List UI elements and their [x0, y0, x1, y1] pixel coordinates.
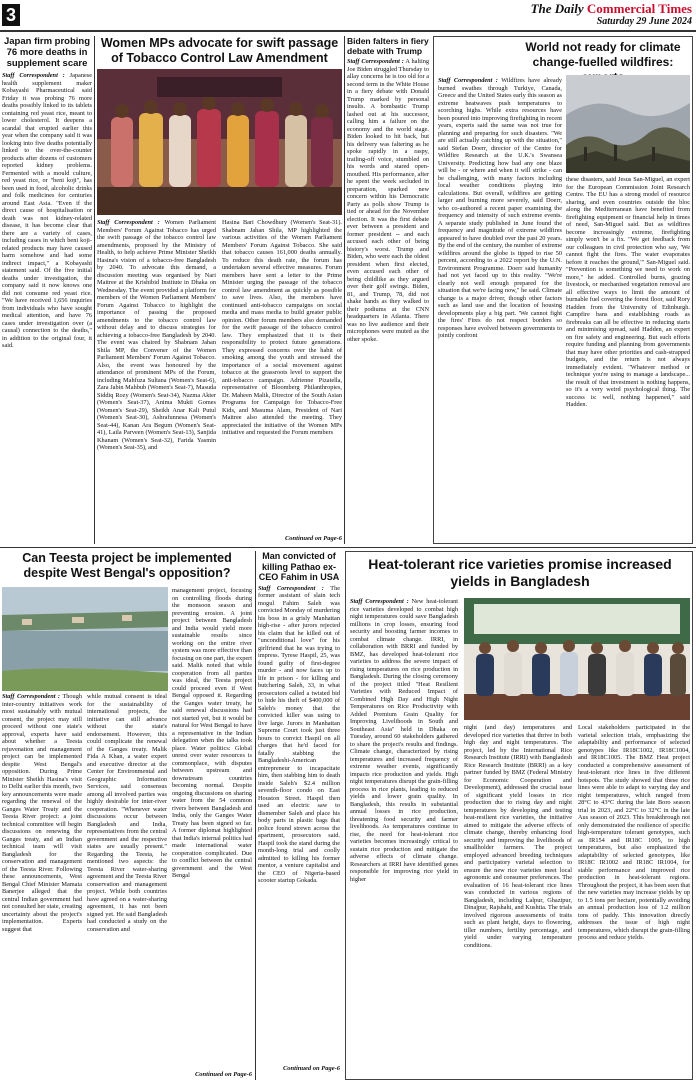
pathao-headline: Man convicted of killing Pathao ex-CEO Fahim in USA: [258, 551, 340, 582]
pathao-text: The former assistant of slain tech mogul Fahim Saleh was convicted Monday of murdering his boss in a grisly Manhattan high-rise - after jurors rejected his claim that he killed out of "unconditional love" for his girlfriend that he was trying to impress. Tyrese Haspil, 25, was found guilty of first-degree murder - and now faces up to life in prison - for killing and butchering Saleh, 33, in what prosecutors called a twisted bid to hide his theft of $400,000 of Saleh's money that the convicted killer was using to live large. Jurors in Manhattan Supreme Court took just three hours to convict Haspil on all charges that he'd faced for fatally stabbing the Bangladeshi-American entrepreneur to incapacitate him, then stabbing him to death inside Saleh's $2.4 million seventh-floor condo on East Houston Street. Haspil then used an electric saw to dismember Saleh and place his body parts in plastic bags that police found strewn across the apartment, prosecutors said. Haspil took the stand during the month-long trial and coolly admitted to killing his former mentor, a venture capitalist and the CEO of Nigeria-based scooter startup Gokada.: [258, 584, 340, 884]
teesta-continued: Continued on Page-6: [194, 1071, 252, 1078]
rice-col3: [578, 724, 690, 1078]
page-number: 3: [2, 4, 20, 26]
rice-col1: [350, 598, 458, 1078]
wildfires-article: [433, 36, 693, 544]
wildfires-col2-text: these disasters, said Jesus San-Miguel, an expert for the European Commission Joint Research Centre. The EU has a strong model of resource sharing, and even countries outside the bloc along the Mediterranean have benefited from firefighting equipment or financial help in times of need, San-Miguel said. But as wildfires become increasingly extreme, firefighting simply won't be a fix. "We get feedback from our colleagues in civil protection who say, 'We cannot fight the fires. The water evaporates before it reaches the ground,'" San-Miguel said. "Prevention is something we need to work on more," he added. Controlled burns, grazing livestock, or mechanised vegetation removal are all effective ways to limit the amount of burnable fuel covering the forest floor, said Rory Hadden from the University of Edinburgh. Campfire bans and establishing roads as firebreaks can all be effective in reducing starts and minimising spread, said Hadden, an expert on fire safety and engineering. But such efforts require funding and planning from governments that may have other priorities and cash-strapped budgets, and the return is not always immediately evident. "Whatever method or technique you're using to manage a landscape... the result of that investment is nothing happens, so it's a very weird psychological thing. The success is: well, nothing happened," said Hadden.: [566, 176, 690, 408]
japan-headline: Japan firm probing 76 more deaths in supplement scare: [3, 36, 91, 69]
pathao-body: [258, 585, 340, 1063]
wildfires-photo-image: [566, 75, 690, 173]
women-mps-correspondent: Staff Correspondent :: [97, 219, 160, 226]
rice-correspondent: Staff Correspondent :: [350, 598, 409, 605]
wildfires-photo: [566, 75, 690, 173]
japan-body: [2, 72, 92, 512]
women-mps-photo: [97, 69, 342, 215]
rice-headline: Heat-tolerant rice varieties promise increased yields in Bangladesh: [368, 556, 672, 589]
teesta-headline: Can Teesta project be implemented despite West Bengal's opposition?: [22, 551, 232, 580]
rice-article: [345, 551, 693, 1080]
biden-correspondent: Staff Correspondent :: [347, 58, 404, 65]
rice-col2: [464, 724, 572, 1078]
biden-text: A halting Joe Biden struggled Thursday to allay concerns he is too old for a second term in the White House in a fiery debate with Donald Trump marked by personal insults. A bombastic Trump lashed out at his successor, calling him a failure on the economy and the world stage. Biden looked to hit back, but his delivery was faltering as he spoke rapidly in a raspy, trailing-off voice, stumbled on his words and stared open-mouthed. His performance, after he spent the week secluded in preparation, sparked new concern within his Democratic Party as polls show Trump is tied or ahead for the November election. It was the first debate ever between a president and former president -- and each accused each other of being history's worst. Trump and Biden, who were each the oldest president when first elected, even accused each other of being childlike as they argued over their golf swings. Biden, 81, and Trump, 78, did not shake hands as they walked to their podiums at the CNN headquarters in Atlanta. There was no live audience and their microphones were muted as the other spoke.: [347, 58, 429, 343]
biden-body: [347, 58, 429, 528]
teesta-col3-text: management project, focusing on controlling floods during the monsoon season and preventing erosion. A joint project between Bangladesh and India would yield more sustainable results since working on the entire river system was more effective than focusing on one part, the expert said. Malik noted that while cooperation from all parties was ideal, the Teesta project could proceed even if West Bengal opposed it. Regarding the Ganges water treaty, he said renewal discussions had not started yet, but it would be natural for West Bengal to have a representative in the Indian delegation when the talks took place. Water politics: Global unrest over water resources is commonplace, with disputes between upstream and downstream countries becoming normal. Despite ongoing discussions on sharing water from the 54 common rivers between Bangladesh and India, only the Ganges Water Treaty has been signed so far. A former diplomat highlighted that India's internal politics had made international water cooperation complicated. Due to conflict between the central government and the West Bengal: [172, 587, 252, 879]
wildfires-col2: [566, 176, 690, 543]
rice-photo-image: [464, 598, 690, 720]
col-divider-1: [94, 36, 95, 544]
paper-name-main: Commercial Times: [586, 1, 692, 16]
rice-photo: [464, 598, 690, 720]
teesta-correspondent: Staff Correspondent :: [2, 693, 61, 700]
wildfires-headline: World not ready for climate change-fuelled wildfires:: [525, 40, 681, 69]
women-mps-article: [97, 36, 342, 544]
rice-col2-text: night (and day) temperatures and developed rice varieties that thrive in both high day and night temperatures. The project, led by the International Rice Research Institute (IRRI) with Bangladesh Rice Research Institute (BRRI) as a key partner funded by BMZ (Federal Ministry for Economic Cooperation and Development), addressed the crucial issue of significant yield losses in rice production due to rising day and night temperatures by developing and testing heat-resilient rice varieties, the initiative aimed to mitigate the adverse effects of climate change, thereby enhancing food security and improving the livelihoods of smallholder farmers. The project employed advanced breeding techniques and participatory varietal selection to ensure the new rice varieties meet local agronomic and consumer preferences. The evaluation of 16 heat-tolerant rice lines was conducted in various regions of Bangladesh, including Lalpur, Ghazipur, Dinajpur, Rajshahi, and Kushtia. The trials involved rigorous assessments of traits such as plant height, days to flowering, tiller numbers, fertility percentage, and yield under varying temperature conditions.: [464, 724, 572, 949]
teesta-col2: [87, 693, 167, 1079]
paper-name: [496, 1, 692, 17]
women-mps-col1-text: Women Parliament Members' Forum Against Tobacco has urged the swift passage of the tobacco control law amendments, proposed by the Ministry of Health, to help achieve Prime Minister Sheikh Hasina's vision of a tobacco-free Bangladesh by 2040. To advocate this demand, a discussion meeting was organised by Nari Maitree at the Krishibid Institute in Dhaka on Wednesday. The event provided a platform for members of the Women Parliament Members' Forum Against Tobacco to highlight the importance of passing the proposed amendments to the tobacco control law without delay and to discuss strategies for achieving a tobacco-free Bangladesh by 2040. The event was chaired by Shabnam Jahan Shila MP, the Convener of the Women Parliament Members' Forum Against Tobacco. Also, the event was honoured by the attendance of prominent MPs of the Forum, including Mahfuza Sultana (Women's Seat-6), Zara Jabin Mahbub (Women's Seat-7), Masuda Siddiq Rozy (Women's Seat-34), Nazma Akter (Women's Seat-37), Anima Mukti Gomes (Women's Seat-29), Sheikh Anar Kali Putul (Women's Seat-30), Ashrafunnesa (Women's Seat-44), Kanan Ara Begum (Women's Seat-41), Laila Parveen (Women's Seat-13), Sanjida Khanam (Women's Seat-32), Farida Yasmin (Women's Seat-35), and: [97, 219, 216, 451]
teesta-col3: [172, 587, 252, 1071]
section-rule: [0, 547, 696, 548]
women-mps-col2: [222, 219, 342, 535]
col-divider-2: [344, 36, 345, 544]
masthead-rule: [0, 30, 696, 32]
women-mps-col2-text: Hasina Bari Chowdhury (Women's Seat-31). Shabnam Jahan Shila, MP highlighted the various activities of the Women Parliament Members' Forum Against Tobacco. She said that tobacco causes 161,000 deaths annually. To reduce this death rate, the forum has undertaken several effective measures. Forum members have sent a letter to the Prime Minister urging the passage of the tobacco control law amendment as quickly as possible to save lives. Also, the members have continued anti-tobacco campaigns on social media and mass media to build greater public opinion. Other forum members also demanded for the swift passage of the tobacco control law. They emphasized that it is their responsibility to protect future generations. They expressed concerns over the habit of smoking among the youth and stressed the importance of a social movement against tobacco at the grassroots level to support the anti-tobacco campaign. Adrienne Pizatella, representative of Bloomberg Philanthropies, Dr. Maheen Malik, Director of the South Asian Programs for Campaign for Tobacco-Free Kids, and Masuma Alam, President of Nari Maitree also attended the meeting. They appreciated the initiative of the Women MPs initiative and requested the Forum members: [222, 219, 342, 436]
japan-text: Japanese health supplement maker Kobayashi Pharmaceutical said Friday it was probing 76 more deaths possibly linked to its tablets containing red yeast rice, meant to lower cholesterol. It deepens a scandal that erupted earlier this year when the company said it was looking into five deaths potentially linked to the over-the-counter products after dozens of customers reported kidney problems. Fermented with a mould culture, red yeast rice, or "beni koji", has been used in food, alcoholic drinks and folk medicines for centuries around East Asia. "Even if the direct cause of hospitalisation or death was not kidney-related disease, it has become clear that there are a variety of cases, including cases in which beni koji-related products may have caused harm somehow and had some indirect impact," a Kobayashi statement said. Of the five initial deaths under investigation, the company said it now knows one did not consume red yeast rice. "We have received 1,656 inquiries from individuals who have sought medical attention, and have 76 cases under investigation over (a causal) connection to the deaths," in addition to the original four, it said.: [2, 72, 92, 349]
teesta-col2-text: while mutual consent is ideal for the sustainability of international projects, the initiative can still advance without the state's endorsement. However, this could complicate the renewal of the Ganges treaty. Malik Fida A Khan, a water expert and executive director at the Center for Environmental and Geographic Information Services, said consensus among all involved parties was highly desirable for inter-river cooperation. "Whenever water discussions occur between Bangladesh and India, representatives from the central government and the respective states are usually present." Regarding the Teesta, he mentioned two aspects: the Teesta River water-sharing agreement and the Teesta River conservation and management project. While both countries have agreed on a water-sharing agreement, it has not been signed yet. He said Bangladesh had conducted a study on the conservation and: [87, 693, 167, 933]
women-mps-photo-image: [97, 69, 342, 215]
women-mps-continued: Continued on Page-6: [284, 535, 342, 542]
wildfires-col1: [438, 77, 562, 543]
teesta-col1-text: Though inter-country initiatives work most sustainably with mutual consent, the project may still proceed without one state's approval, experts have said about whether a Teesta rejuvenation and management project can be implemented despite West Bengal's opposition. During Prime Minister Sheikh Hasina's visit to Delhi earlier this month, two key announcements were made regarding the renewal of the Ganges Water Treaty and the Teesta River project: a joint technical committee will begin discussions on renewing the Ganges treaty, and an Indian technical team will visit Bangladesh for the conservation and management of the Teesta River. Following these announcements, West Bengal Chief Minister Mamata Banerjee alleged that the central Indian government had not consulted her state, creating uncertainty about the project's implementation. Experts suggest that: [2, 693, 82, 933]
teesta-col1: [2, 693, 82, 1079]
teesta-photo: [2, 587, 168, 691]
biden-headline: Biden falters in fiery debate with Trump: [347, 36, 429, 56]
biden-article: [347, 36, 429, 544]
pathao-article: [258, 551, 340, 1080]
issue-date: Saturday 29 June 2024: [596, 16, 692, 27]
pathao-correspondent: Staff Correspondent :: [258, 584, 324, 592]
teesta-photo-image: [2, 587, 168, 691]
japan-correspondent: Staff Correspondent :: [2, 72, 65, 79]
masthead: [0, 0, 696, 30]
women-mps-headline: Women MPs advocate for swift passage of Tobacco Control Law Amendment: [100, 36, 339, 65]
women-mps-col1: [97, 219, 216, 541]
paper-name-prefix: The Daily: [530, 1, 584, 16]
wildfires-col1-text: Wildfires have already burned swathes through Turkiye, Canada, Greece and the United States early this season as extreme heatwaves push temperatures to scorching highs. While extra resources have been poured into improving firefighting in recent years, experts said the same was not true for planning and preparing for such disasters. "We are still actually catching up with the situation," said Stefan Doerr, director of the Centre for Wildfire Research at the U.K.'s Swansea University. Predicting how bad any one blaze will be - or where and when it will strike - can be challenging, with many factors including local weather conditions playing into calculations. But overall, wildfires are getting larger and burning more severely, said Doerr, who co-authored a recent paper examining the frequency and intensity of such extreme events. A separate study published in June found the frequency and magnitude of extreme wildfires appeared to have doubled over the past 20 years. By the end of the century, the number of extreme wildfires around the globe is tipped to rise 50 percent, according to a 2022 report by the U.N. Environment Programme. Doerr said humanity had not yet faced up to this reality. "We're clearly not well enough prepared for the situation that we're facing now," he said. Climate change is a major driver, though other factors such as land use and the location of housing developments play a big part. 'We cannot fight the fires' Fires do not respect borders so responses have evolved between governments to jointly confront: [438, 77, 562, 339]
japan-article: [2, 36, 92, 544]
rice-col1-text: New heat-tolerant rice varieties developed to combat high night temperatures could save Bangladesh millions in crop losses, ensuring food security and boosting farmer incomes to combat climate change. IRRI, in collaboration with BRRI and funded by BMZ, has developed heat-tolerant rice varieties to address the severe impact of rising temperatures on rice production in Bangladesh. During the closing ceremony of the project titled "Heat Resilient Varieties with Reduced Impact of Combined High Day and High Night Temperatures on Rice Productivity with Added Premium Grain Quality for Improving Livelihoods in South and Southeast Asia" held in Dhaka on Tuesday, around 60 stakeholders gathered to share the project's results and findings. Climate change, characterized by rising temperatures and increased frequency of extreme weather events, significantly impacts rice production and yields. High night temperatures disrupt the grain-filling process in rice plants, leading to reduced yields and lower grain quality. In Bangladesh, this results in substantial annual losses in rice production, threatening food security and farmer livelihoods. As temperatures continue to rise, the need for heat-tolerant rice varieties becomes increasingly critical to sustain rice production and mitigate the adverse effects of climate change. Researchers at IRRI have identified genes responsible for improving rice yield in higher: [350, 598, 458, 883]
wildfires-correspondent: Staff Correspondent :: [438, 77, 498, 84]
pathao-continued: Continued on Page-6: [282, 1064, 340, 1072]
teesta-article: [2, 551, 252, 1080]
rice-col3-text: Local stakeholders participated in the varietal selection trials, emphasizing the adaptability and performance of selected genotypes like IR18C1002, IR18C1004, and IR18C1005. The BMZ Heat project conducted a comprehensive assessment of heat-tolerant rice lines in five different hotspots. The study showed that these rice lines were able to adapt to varying day and night temperatures, which ranged from 28°C to 43°C during the late Boro season trial in 2023, and 22°C to 32°C in the late Aus season of 2023. This breakthrough not only demonstrated the resilience of specific high-temperature tolerant genotypes, such as IR154 and IR18C 1005, to high temperatures, but also emphasized the adaptability of selected genotypes, like IR18C IR1002 and IR18C IR1004, for stable performance and improved rice production in heat-tolerant regions. Throughout the project, it has been seen that the new varieties may increase yields by up to 1.5 tons per hectare, potentially avoiding an annual production loss of 1.2 million tons of paddy. This innovation directly addresses the issue of high night temperatures, which disrupt the grain-filling process and reduce yields.: [578, 724, 690, 941]
col-divider-3: [255, 551, 256, 1080]
